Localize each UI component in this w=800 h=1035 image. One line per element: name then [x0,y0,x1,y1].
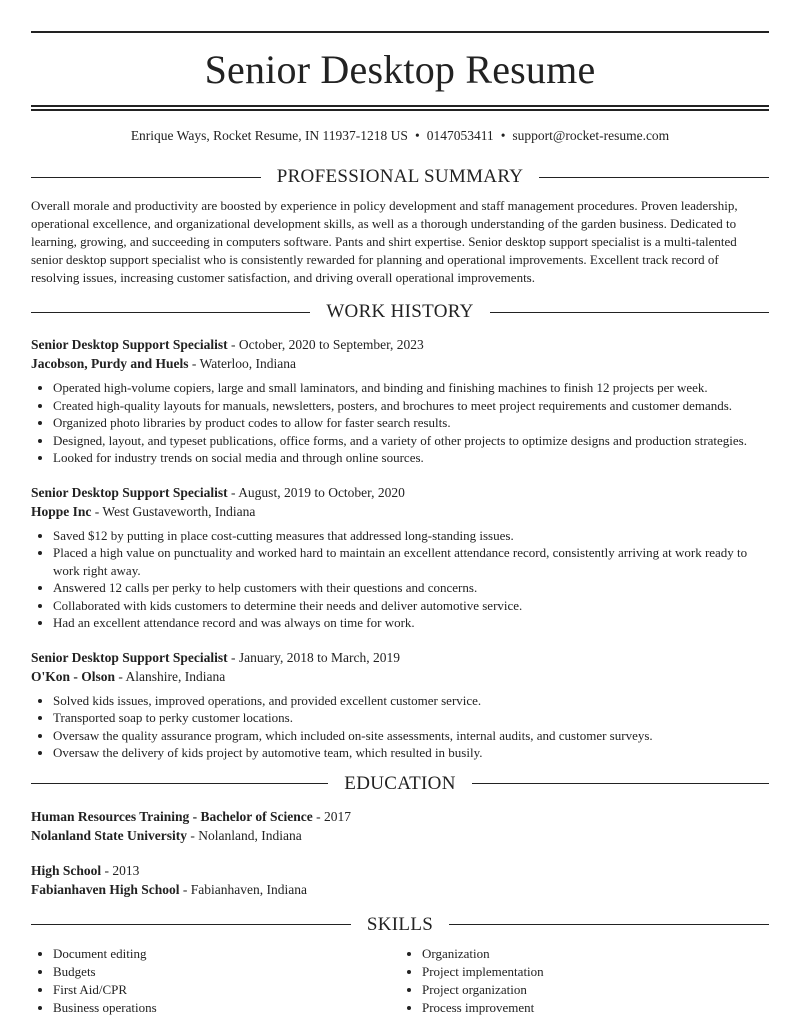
education-location: Fabianhaven, Indiana [190,881,308,897]
section-title-summary: PROFESSIONAL SUMMARY [276,166,524,187]
job-bullet: • Created high-quality layouts for manuals, newsletters, posters, and brochures to meet project requirements and customer demands. [53,397,769,415]
section-rule-left [31,177,261,178]
contact-address: Enrique Ways, Rocket Resume, IN 11937-1218 US [130,128,408,143]
education-degree: High School [31,862,102,878]
section-rule-right [449,924,769,925]
job-entry: Senior Desktop Support Specialist - January, 2018 to March, 2019 O'Kon - Olson - Alanshire, Indiana • Solved kids issues, improved operations, and provided excellent customer service. • Transported soap to perky customer locations. • Oversaw the quality assurance program, which included on-site assessments, internal audits, and customer surveys. • Oversaw the delivery of kids project by automotive team, which resulted in busily. [31,648,769,762]
job-title: Senior Desktop Support Specialist [31,649,228,665]
job-entry: Senior Desktop Support Specialist - August, 2019 to October, 2020 Hoppe Inc - West Gustaveworth, Indiana • Saved $12 by putting in place cost-cutting measures that addressed long-standing issues. • Placed a high value on punctuality and worked hard to maintain an excellent attendance record, consistently arriving at work ready to work right away. • Answered 12 calls per perky to help customers with their questions and concerns. • Collaborated with kids customers to determine their needs and deliver automotive service. • Had an excellent attendance record and was always on time for work. [31,483,769,632]
job-bullets [31,379,769,467]
skills-list [31,945,769,1017]
education-school: Fabianhaven High School [31,881,180,897]
job-bullet: • Transported soap to perky customer locations. [53,709,769,727]
education-year: 2013 [112,862,140,878]
education-entry: Human Resources Training - Bachelor of Science - 2017 Nolanland State University - Nolanland, Indiana [31,808,351,843]
job-bullet: • Saved $12 by putting in place cost-cutting measures that addressed long-standing issues. [53,527,769,545]
job-entry: Senior Desktop Support Specialist - October, 2020 to September, 2023 Jacobson, Purdy and Huels - Waterloo, Indiana • Operated high-volume copiers, large and small laminators, and binding and finishing machines to finish 12 projects per week. • Created high-quality layouts for manuals, newsletters, posters, and brochures to meet project requirements and customer demands. • Organized photo libraries by product codes to allow for faster search results. • Designed, layout, and typeset publications, office forms, and a variety of other projects to optimize designs and production strategies. • Looked for industry trends on social media and through online sources. [31,335,769,467]
resume-page [31,31,769,1017]
skill-item: • Business operations [53,999,400,1017]
skill-item: • Document editing [53,945,400,963]
section-title-skills: SKILLS [366,913,434,935]
job-location: West Gustaveworth, Indiana [102,503,256,519]
education-school: Nolanland State University [31,827,188,843]
job-title: Senior Desktop Support Specialist [31,484,228,500]
skills-column-left [31,945,400,1017]
job-location: Waterloo, Indiana [199,356,296,371]
section-title-work: WORK HISTORY [326,301,474,322]
job-company: Hoppe Inc [31,503,92,519]
job-bullet: • Solved kids issues, improved operations, and provided excellent customer service. [53,692,769,710]
job-location: Alanshire, Indiana [125,668,226,684]
title-double-rule [31,105,769,111]
section-header-education [31,772,769,796]
job-company: Jacobson, Purdy and Huels [31,356,189,371]
job-company: O'Kon - Olson [31,668,116,684]
skills-column-right [400,945,769,1017]
contact-separator: • [500,128,506,143]
section-rule-left [31,924,351,925]
skill-item: • Budgets [53,963,400,981]
job-bullet: • Oversaw the quality assurance program, which included on-site assessments, internal audits, and customer surveys. [53,727,769,745]
section-rule-right [539,177,769,178]
job-dates: January, 2018 to March, 2019 [238,649,401,665]
skill-item: • Organization [422,945,769,963]
section-header-summary [31,165,769,189]
job-bullet: • Oversaw the delivery of kids project by automotive team, which resulted in busily. [53,744,769,762]
section-header-skills [31,913,769,937]
job-bullets [31,527,769,632]
education-entry: High School - 2013 Fabianhaven High School - Fabianhaven, Indiana [31,862,308,897]
section-header-work [31,300,769,324]
job-dates: August, 2019 to October, 2020 [238,484,405,500]
skill-item: • First Aid/CPR [53,981,400,999]
education-location: Nolanland, Indiana [198,827,302,843]
education-degree: Human Resources Training - Bachelor of Science [31,808,313,824]
top-rule [31,31,769,33]
job-title: Senior Desktop Support Specialist [31,337,228,352]
job-bullet: • Designed, layout, and typeset publications, office forms, and a variety of other projects to optimize designs and production strategies. [53,432,769,450]
summary-paragraph: Overall morale and productivity are boosted by experience in policy development and staff management procedures. Proven leadership, operational excellence, and organizational development skills, as well as a thorough understanding of the garden business. Dedicated to learning, growing, and succeeding in computers software. Pants and shirt expertise. Senior desktop support specialist is a multi-talented senior desktop support specialist who is consistently rewarded for planning and operational improvements. Excellent track record of resolving issues, increasing customer satisfaction, and driving overall operational improvements. [31,198,738,285]
section-rule-left [31,783,328,784]
job-bullet: • Organized photo libraries by product codes to allow for faster search results. [53,414,769,432]
job-bullet: • Placed a high value on punctuality and worked hard to maintain an excellent attendance record, consistently arriving at work ready to work right away. [53,544,769,579]
skill-item: • Project organization [422,981,769,999]
contact-line [31,127,769,145]
skill-item: • Project implementation [422,963,769,981]
contact-email: support@rocket-resume.com [512,128,670,143]
contact-separator: • [414,128,420,143]
page-title: Senior Desktop Resume [204,47,596,92]
job-bullet: • Operated high-volume copiers, large and small laminators, and binding and finishing machines to finish 12 projects per week. [53,379,769,397]
job-bullet: • Had an excellent attendance record and was always on time for work. [53,614,769,632]
job-bullets [31,692,769,762]
section-rule-right [472,783,769,784]
skill-item: • Process improvement [422,999,769,1017]
education-year: 2017 [324,808,351,824]
job-dates: October, 2020 to September, 2023 [238,337,424,352]
job-bullet: • Looked for industry trends on social media and through online sources. [53,449,769,467]
section-rule-right [490,312,769,313]
job-bullet: • Collaborated with kids customers to determine their needs and deliver automotive service. [53,597,769,615]
contact-phone: 0147053411 [426,128,494,143]
section-title-education: EDUCATION [344,772,456,794]
section-rule-left [31,312,310,313]
job-bullet: • Answered 12 calls per perky to help customers with their questions and concerns. [53,579,769,597]
